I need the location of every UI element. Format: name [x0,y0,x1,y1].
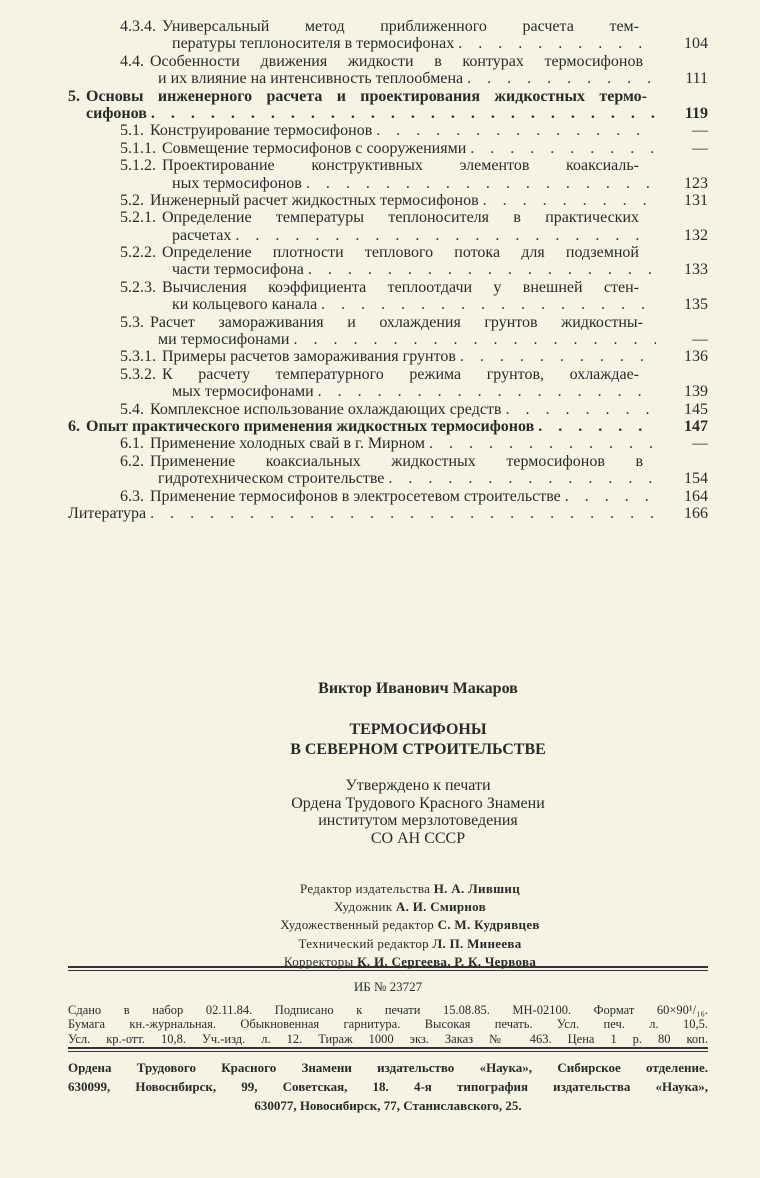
toc-page-number: 147 [684,417,708,435]
toc-entry[interactable] [68,279,708,314]
toc-entry[interactable] [68,488,708,505]
toc-text: Применение термосифонов в электросетевом строительстве [150,487,561,505]
credit-role: Художник [334,899,393,915]
toc-number: 5.4. [120,400,144,418]
toc-text: Совмещение термосифонов с сооружениями [162,139,467,157]
toc-page-number: 111 [685,70,708,88]
toc-entry[interactable] [68,18,708,53]
print-line: Сдано в набор 02.11.84. Подписано к печати 15.08.85. МН-02100. Формат 60×90¹/₁₆. [68,1003,708,1017]
toc-text: Литература [68,504,147,522]
toc-number: 5.3.1. [120,348,156,366]
toc-entry[interactable] [68,435,708,452]
dot-leader [147,105,656,122]
toc-text: гидротехническом строительстве [158,470,385,488]
toc-text: части термосифона [172,261,304,279]
toc-number: 6.2. [120,452,144,470]
title-line: ТЕРМОСИФОНЫ [349,721,487,738]
credit-role: Художественный редактор [280,917,435,933]
toc-page-number: — [692,122,708,140]
print-line: Усл. кр.-отт. 10,8. Уч.-изд. л. 12. Тираж 1000 экз. Заказ № 463. Цена 1 р. 80 коп. [68,1031,708,1046]
toc-text: Расчет замораживания и охлаждения грунтов жидкостны- [150,313,643,331]
toc-text: Инженерный расчет жидкостных термосифонов [150,191,479,209]
toc-text: ки кольцевого канала [172,296,318,314]
dot-leader [479,192,656,209]
dot-leader [231,227,656,244]
toc-text: расчетах [172,226,232,244]
toc-text: Проектирование конструктивных элементов коаксиаль- [162,157,639,175]
approval-line: институтом мерзлотоведения [318,812,518,829]
toc-page-number: — [692,139,708,157]
toc-text: Комплексное использование охлаждающих средств [150,400,502,418]
toc-page-number: — [692,435,708,453]
toc-text: Вычисления коэффициента теплоотдачи у внешней стен- [162,278,639,296]
toc-entry[interactable] [68,418,708,435]
toc-entry[interactable] [68,314,708,349]
toc-text: Применение холодных свай в г. Мирном [150,435,425,453]
toc-text: и их влияние на интенсивность теплообмена [158,70,464,88]
toc-number: 6. [68,417,80,435]
publisher-line: 630099, Новосибирск, 99, Советская, 18. 4-я типография издательства «Наука», [68,1079,708,1094]
toc-page-number: 136 [684,348,708,366]
credit-line [200,880,620,898]
toc-page-number: 154 [684,470,708,488]
toc-text: Опыт практического применения жидкостных термосифонов [86,417,535,435]
credit-role: Корректоры [283,953,354,969]
toc-entry[interactable] [68,453,708,488]
toc-entry[interactable] [68,366,708,401]
credit-name: А. И. Смирнов [395,899,486,915]
toc-text: К расчету температурного режима грунтов, охлаждае- [162,365,639,383]
table-of-contents [68,18,708,522]
toc-entry[interactable] [68,401,708,418]
toc-text: пературы теплоносителя в термосифонах [172,35,455,53]
credit-line [200,898,620,916]
print-line: Бумага кн.-журнальная. Обыкновенная гарнитура. Высокая печать. Усл. печ. л. 10,5. [68,1017,708,1032]
credit-line [200,916,620,934]
approval-line: Утверждено к печати [345,777,491,794]
dot-leader [302,175,656,192]
toc-page-number: 119 [684,104,708,122]
toc-page-number: 135 [684,296,708,314]
toc-entry[interactable] [68,53,708,88]
publisher-info [68,1058,708,1115]
toc-entry[interactable] [68,244,708,279]
toc-entry[interactable] [68,348,708,365]
dot-leader [372,122,656,139]
dot-leader [317,296,656,313]
dot-leader [456,348,656,365]
book-title [218,720,618,760]
toc-number: 4.3.4. [120,18,156,35]
toc-text: ных термосифонов [172,174,302,192]
toc-text: Определение температуры теплоносителя в практических [162,209,639,227]
toc-page-number: 104 [684,35,708,53]
dot-leader [304,261,656,278]
toc-text: сифонов [86,104,147,122]
dot-leader [463,70,656,87]
toc-number: 6.1. [120,435,144,453]
dot-leader [534,418,656,435]
toc-number: 5.2. [120,191,144,209]
toc-number: 5.3. [120,313,144,331]
toc-text: Универсальный метод приближенного расчета тем- [162,18,639,35]
credits [200,880,620,971]
dot-leader [146,505,656,522]
toc-number: 5. [68,87,80,105]
toc-number: 5.3.2. [120,365,156,383]
dot-leader [384,470,656,487]
credit-name: К. И. Сергеева, Р. К. Червова [357,953,537,969]
toc-number: 5.1.1. [120,139,156,157]
dot-leader [314,383,656,400]
toc-number: 5.1.2. [120,157,156,175]
dot-leader [425,435,656,452]
toc-number: 5.2.3. [120,278,156,296]
credit-role: Редактор издательства [299,881,431,896]
publisher-line: 630077, Новосибирск, 77, Станиславского, 25. [254,1098,522,1113]
toc-text: Конструирование термосифонов [150,122,373,140]
dot-leader [561,488,656,505]
approval-line: СО АН СССР [370,829,466,847]
toc-page-number: — [692,331,708,349]
toc-page-number: 133 [684,261,708,279]
toc-text: мых термосифонами [172,383,314,401]
credit-name: С. М. Кудрявцев [437,917,540,933]
toc-number: 5.1. [120,122,144,140]
credit-role: Технический редактор [298,935,429,951]
dot-leader [501,401,656,418]
toc-entry[interactable] [68,122,708,139]
toc-text: Определение плотности теплового потока для подземной [162,244,639,262]
double-rule [68,1047,708,1052]
approval-note [218,777,618,847]
toc-number: 5.2.1. [120,209,156,227]
toc-page-number: 145 [684,400,708,418]
credit-line [200,935,620,953]
toc-number: 6.3. [120,487,144,505]
toc-entry[interactable] [68,209,708,244]
credit-name: Н. А. Лившиц [433,881,521,896]
toc-text: Применение коаксиальных жидкостных термосифонов в [150,452,643,470]
approval-line: Ордена Трудового Красного Знамени [291,794,545,812]
dot-leader [466,140,656,157]
toc-page-number: 166 [684,504,708,522]
dot-leader [289,331,656,348]
toc-entry[interactable] [68,140,708,157]
toc-text: Основы инженерного расчета и проектирования жидкостных термо- [86,87,647,105]
title-line: В СЕВЕРНОМ СТРОИТЕЛЬСТВЕ [290,741,546,758]
author-name: Виктор Иванович Макаров [318,680,518,697]
toc-page-number: 139 [684,383,708,401]
toc-entry[interactable] [68,505,708,522]
toc-entry[interactable] [68,88,708,123]
toc-text: Примеры расчетов замораживания грунтов [162,348,456,366]
dot-leader [454,35,656,52]
toc-entry[interactable] [68,192,708,209]
publisher-line: Ордена Трудового Красного Знамени издательство «Наука», Сибирское отделение. [68,1060,708,1075]
toc-entry[interactable] [68,157,708,192]
toc-number: 4.4. [120,52,144,70]
toc-page-number: 132 [684,226,708,244]
toc-page-number: 164 [684,487,708,505]
toc-text: Особенности движения жидкости в контурах термосифонов [150,52,643,70]
toc-page-number: 131 [684,191,708,209]
toc-number: 5.2.2. [120,244,156,262]
toc-text: ми термосифонами [158,331,290,349]
toc-page-number: 123 [684,174,708,192]
double-rule [68,966,708,971]
print-details [68,1003,708,1046]
ib-number: ИБ № 23727 [353,979,423,994]
credit-name: Л. П. Минеева [432,935,522,951]
